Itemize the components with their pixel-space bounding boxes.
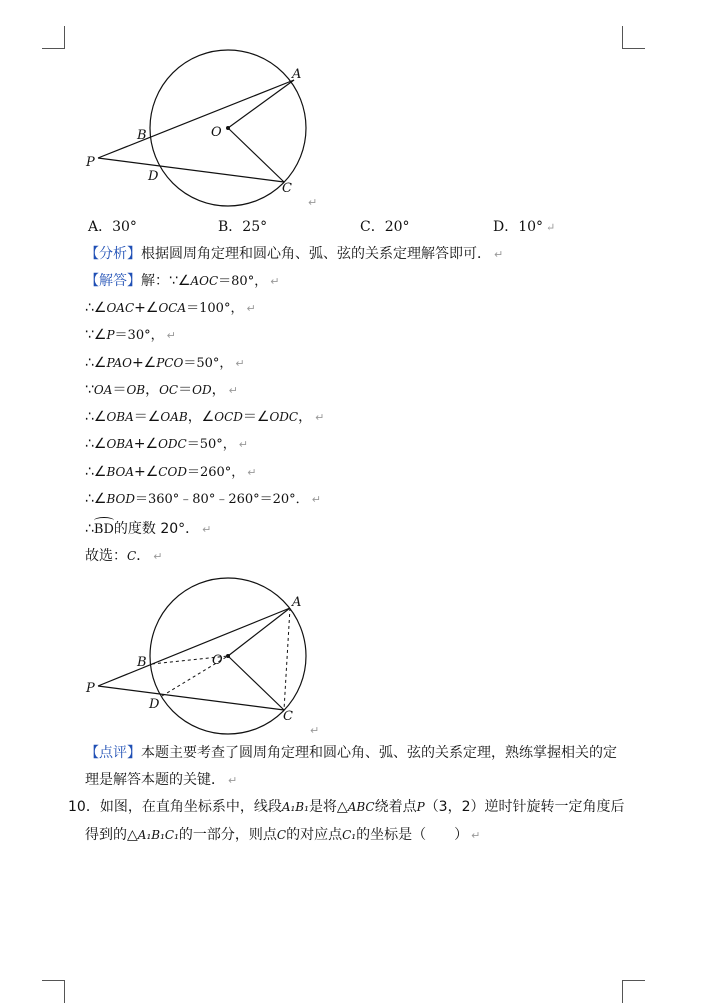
question-text: 绕着点: [374, 799, 417, 815]
math-expr: P: [106, 328, 115, 342]
label-c: C: [282, 181, 292, 196]
return-mark: ↵: [270, 275, 280, 288]
question-text: 的对应点: [286, 827, 343, 843]
math-expr: OBA: [106, 437, 134, 451]
comment-text-1: 本题主要考查了圆周角定理和圆心角、弧、弦的关系定理，熟练掌握相关的定: [141, 745, 617, 761]
math-expr: A₁B₁: [281, 800, 309, 814]
return-mark: ↵: [246, 302, 256, 315]
math-symbol: ∴∠: [85, 436, 107, 452]
segment-oc: [228, 656, 284, 710]
math-expr: PAO: [106, 356, 132, 370]
math-symbol: +∠: [134, 464, 159, 480]
math-tail: ＝100°，: [186, 301, 244, 316]
label-d: D: [149, 697, 160, 712]
question-10-line-2: [85, 825, 480, 846]
math-expr: PCO: [156, 356, 184, 370]
math-expr: OB: [126, 383, 146, 397]
segment-oc: [228, 128, 284, 182]
math-expr: OCA: [158, 301, 187, 315]
question-text: （3，2）逆时针旋转一定角度后: [424, 799, 625, 815]
math-expr: COD: [158, 465, 187, 479]
circle-figure-1: [0, 48, 715, 238]
math-tail: ，: [298, 409, 313, 425]
math-symbol: ∴∠: [85, 409, 107, 425]
segment-pc: [98, 158, 284, 182]
question-text: 的一部分，则点: [178, 827, 277, 843]
segment-oa: [228, 608, 290, 656]
math-symbol: ＝∠: [242, 409, 270, 425]
math-symbol: ∴: [85, 521, 94, 537]
math-symbol: ∵∠: [85, 327, 107, 343]
page-corner-top-right: [622, 26, 645, 49]
solution-line-8: [85, 462, 256, 483]
segment-oa: [228, 80, 294, 128]
option-a: [88, 216, 137, 236]
return-mark: ↵: [238, 438, 248, 451]
choice-value: C: [127, 549, 137, 563]
math-symbol: ∴∠: [85, 300, 107, 316]
return-mark: ↵: [310, 724, 320, 737]
math-symbol: +∠: [134, 300, 159, 316]
option-a-text: A．30°: [88, 219, 137, 235]
label-d: D: [148, 169, 159, 184]
return-mark: ↵: [228, 774, 238, 787]
math-expr: OAC: [106, 301, 135, 315]
comment-line-2: [85, 770, 237, 791]
solution-line-1: [85, 271, 279, 292]
solution-tag: 【解答】: [85, 273, 141, 289]
return-mark: ↵: [546, 221, 556, 234]
math-symbol: +∠: [131, 355, 157, 371]
label-o: O: [212, 653, 223, 668]
math-expr: BOA: [106, 465, 135, 479]
center-point-o: [226, 654, 230, 658]
arc-bd: BD: [94, 520, 114, 540]
math-expr: OC: [159, 383, 179, 397]
analysis-tag: 【分析】: [85, 246, 141, 262]
label-o: O: [211, 125, 222, 140]
math-tail: ＝50°，: [183, 356, 233, 371]
math-expr: ODC: [269, 410, 299, 424]
math-expr: C: [276, 828, 287, 842]
math-symbol: ＝∠: [133, 409, 161, 425]
math-expr: ABC: [347, 800, 375, 814]
math-expr: OA: [93, 383, 113, 397]
solution-line-4: [85, 353, 245, 374]
math-expr: C₁: [342, 828, 357, 842]
option-b-text: B．25°: [218, 219, 268, 235]
choice-label: 故选：: [85, 548, 127, 564]
math-expr: A₁B₁C₁: [137, 828, 179, 842]
question-text: 的坐标是（ ）: [356, 827, 469, 843]
return-mark: ↵: [308, 196, 318, 209]
math-symbol: ，: [145, 382, 160, 398]
solution-line-3: [85, 325, 176, 346]
option-d: [493, 216, 555, 236]
label-a: A: [292, 595, 302, 610]
math-expr: BOD: [106, 492, 135, 506]
page-corner-bottom-left: [42, 980, 65, 1003]
analysis-text: 根据圆周角定理和圆心角、弧、弦的关系定理解答即可．: [141, 246, 491, 262]
solution-line-7: [85, 434, 248, 455]
center-point-o: [226, 126, 230, 130]
label-b: B: [137, 655, 147, 670]
solution-prefix: 解：: [141, 273, 169, 289]
comment-tag: 【点评】: [85, 745, 141, 761]
return-mark: ↵: [315, 411, 325, 424]
math-tail: ＝50°，: [186, 437, 236, 452]
segment-pa: [98, 80, 294, 158]
solution-line-5: [85, 380, 238, 401]
dashed-segment-ac: [284, 608, 290, 710]
math-symbol: ∴∠: [85, 355, 107, 371]
page-corner-bottom-right: [622, 980, 645, 1003]
question-text: 得到的△: [85, 827, 138, 843]
option-c: [360, 216, 410, 236]
math-tail: ＝360°﹣80°﹣260°＝20°．: [134, 492, 309, 507]
solution-choice-line: [85, 546, 162, 567]
math-expr: ODC: [158, 437, 187, 451]
return-mark: ↵: [311, 493, 321, 506]
label-c: C: [283, 709, 293, 724]
option-c-text: C．20°: [360, 219, 410, 235]
label-p: P: [86, 681, 95, 696]
math-tail: 的度数 20°．: [113, 521, 200, 537]
math-expr: OCD: [214, 410, 243, 424]
label-a: A: [292, 67, 302, 82]
math-symbol: ，∠: [187, 409, 215, 425]
solution-line-6: [85, 407, 324, 428]
page-corner-top-left: [42, 26, 65, 49]
return-mark: ↵: [247, 466, 257, 479]
math-expr: AOC: [190, 274, 219, 288]
math-tail: ＝260°，: [186, 465, 245, 480]
math-symbol: ＝: [178, 382, 193, 398]
solution-line-9: [85, 489, 321, 510]
math-tail: ＝30°，: [114, 328, 164, 343]
return-mark: ↵: [235, 357, 245, 370]
return-mark: ↵: [153, 550, 163, 563]
question-text: 如图，在直角坐标系中，线段: [99, 799, 282, 815]
comment-text-2: 理是解答本题的关键．: [85, 772, 225, 788]
math-symbol: ∵: [85, 382, 94, 398]
solution-line-2: [85, 298, 256, 319]
math-expr: OD: [192, 383, 212, 397]
math-symbol: +∠: [133, 436, 159, 452]
option-d-text: D．10°: [493, 219, 544, 235]
question-text: 是将△: [308, 799, 348, 815]
return-mark: ↵: [228, 384, 238, 397]
math-expr: OBA: [106, 410, 134, 424]
math-symbol: ∴∠: [85, 464, 107, 480]
math-tail: ，: [211, 382, 226, 398]
math-tail: ．: [136, 548, 151, 564]
label-b: B: [137, 128, 147, 143]
solution-arc-line: [85, 519, 211, 540]
segment-pc: [98, 686, 284, 710]
label-p: P: [86, 155, 95, 170]
return-mark: ↵: [202, 523, 212, 536]
math-symbol: ∵∠: [169, 273, 191, 289]
segment-pa: [98, 608, 290, 686]
option-b: [218, 216, 267, 236]
analysis-line: [85, 244, 503, 265]
math-expr: P: [416, 800, 425, 814]
math-symbol: ＝: [112, 382, 127, 398]
return-mark: ↵: [166, 329, 176, 342]
comment-line-1: [85, 743, 617, 763]
question-number: 10．: [68, 799, 100, 815]
question-10-line-1: [68, 797, 625, 817]
circle-figure-2: [0, 572, 715, 762]
math-symbol: ∴∠: [85, 491, 107, 507]
math-expr: OAB: [160, 410, 188, 424]
return-mark: ↵: [494, 248, 504, 261]
return-mark: ↵: [471, 829, 481, 842]
math-tail: ＝80°，: [218, 274, 268, 289]
